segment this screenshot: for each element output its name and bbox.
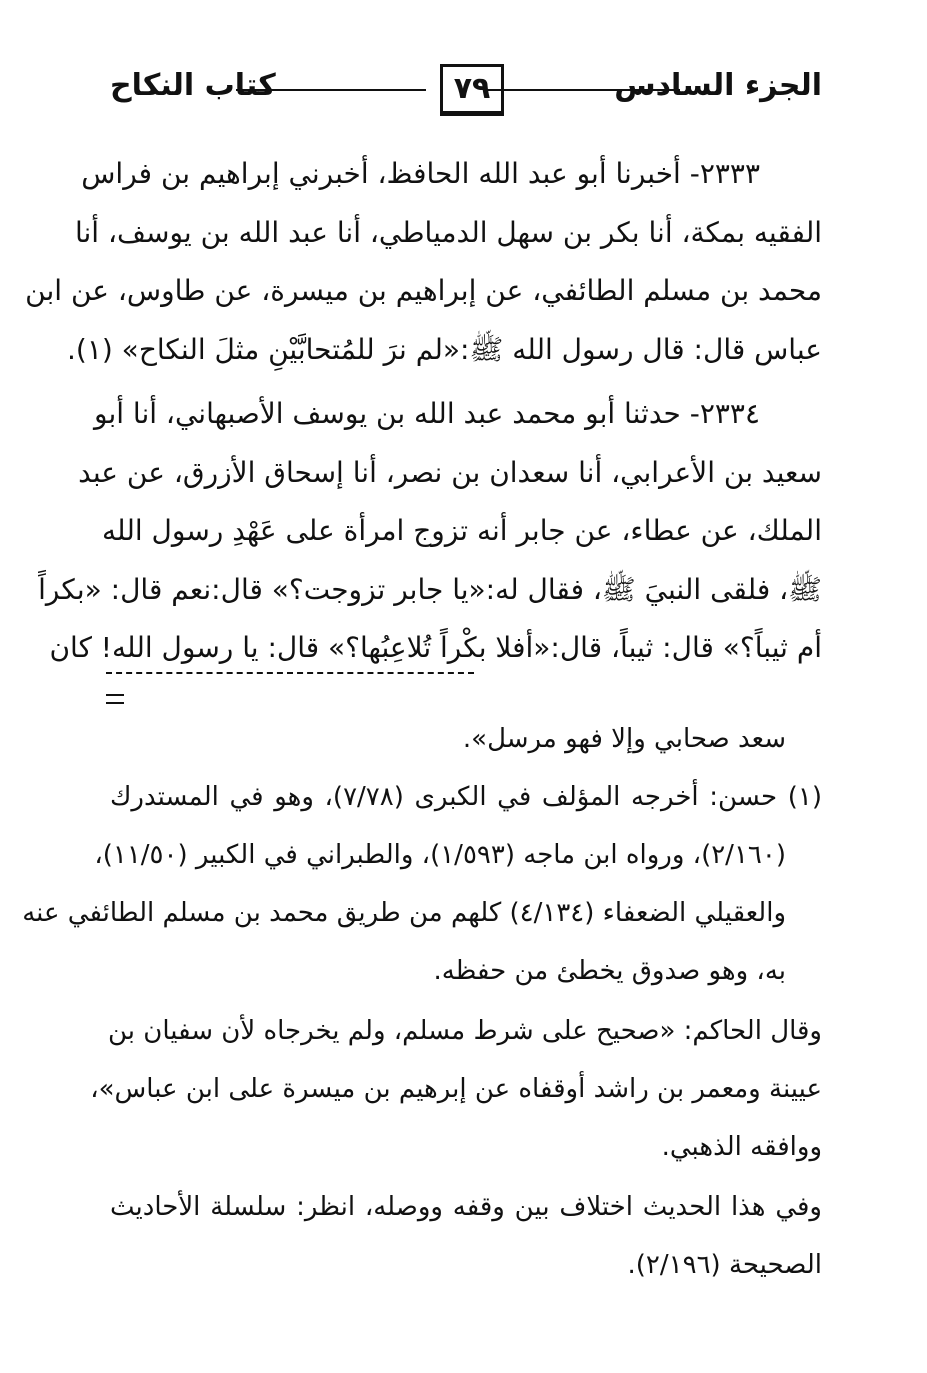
- footnote-line: وقال الحاكم: «صحيح على شرط مسلم، ولم يخرجاه لأن سفيان بن: [107, 1016, 822, 1046]
- footnote-line: الصحيحة (٢/١٩٦).: [627, 1250, 822, 1280]
- footnote-line: والعقيلي الضعفاء (٤/١٣٤) كلهم من طريق محمد بن مسلم الطائفي عنه: [22, 898, 786, 928]
- continuation-mark: [106, 694, 124, 704]
- footnote-line: عيينة ومعمر بن راشد أوقفاه عن إبرهيم بن ميسرة على ابن عباس»،: [90, 1074, 822, 1104]
- page-header: [110, 62, 822, 118]
- volume-title: الجزء السادس: [614, 68, 822, 103]
- footnotes: [22, 710, 822, 1294]
- footnote-separator: [106, 672, 474, 674]
- footnote-line: ووافقه الذهبي.: [661, 1132, 822, 1162]
- main-text: [25, 145, 822, 678]
- header-rule-right: [484, 89, 680, 91]
- page-number: ٧٩: [440, 64, 504, 116]
- footnote-line: (٢/١٦٠)، ورواه ابن ماجه (١/٥٩٣)، والطبراني في الكبير (١١/٥٠)،: [94, 840, 786, 870]
- text-line: محمد بن مسلم الطائفي، عن إبراهيم بن ميسرة، عن طاوس، عن ابن: [25, 274, 822, 307]
- text-line: الملك، عن عطاء، عن جابر أنه تزوج امرأة على عَهْدِ رسول الله: [102, 514, 822, 547]
- footnote-line: (١) حسن: أخرجه المؤلف في الكبرى (٧/٧٨)، وهو في المستدرك: [110, 782, 822, 812]
- footnote-line: سعد صحابي وإلا فهو مرسل».: [462, 724, 786, 754]
- text-line: الفقيه بمكة، أنا بكر بن سهل الدمياطي، أنا عبد الله بن يوسف، أنا: [74, 215, 822, 249]
- text-line: سعيد بن الأعرابي، أنا سعدان بن نصر، أنا إسحاق الأزرق، عن عبد: [78, 455, 822, 489]
- text-line: أم ثيباً؟» قال: ثيباً، قال:«أفلا بكْراً تُلاعِبُها؟» قال: يا رسول الله! كان: [49, 631, 822, 664]
- text-line: عباس قال: قال رسول الله ﷺ:«لم نرَ للمُتحابَّيْنِ مثلَ النكاح» (١).: [66, 332, 822, 366]
- text-line: ٢٣٣٣- أخبرنا أبو عبد الله الحافظ، أخبرني إبراهيم بن فراس: [81, 157, 760, 190]
- chapter-title: كتاب النكاح: [110, 68, 276, 103]
- text-line: ﷺ، فلقى النبيَ ﷺ، فقال له:«يا جابر تزوجت؟» قال:نعم قال: «بكراً: [38, 572, 822, 606]
- footnote-line: وفي هذا الحديث اختلاف بين وقفه ووصله، انظر: سلسلة الأحاديث: [110, 1192, 822, 1222]
- text-line: ٢٣٣٤- حدثنا أبو محمد عبد الله بن يوسف الأصبهاني، أنا أبو: [93, 397, 760, 430]
- footnote-line: به، وهو صدوق يخطئ من حفظه.: [433, 956, 786, 986]
